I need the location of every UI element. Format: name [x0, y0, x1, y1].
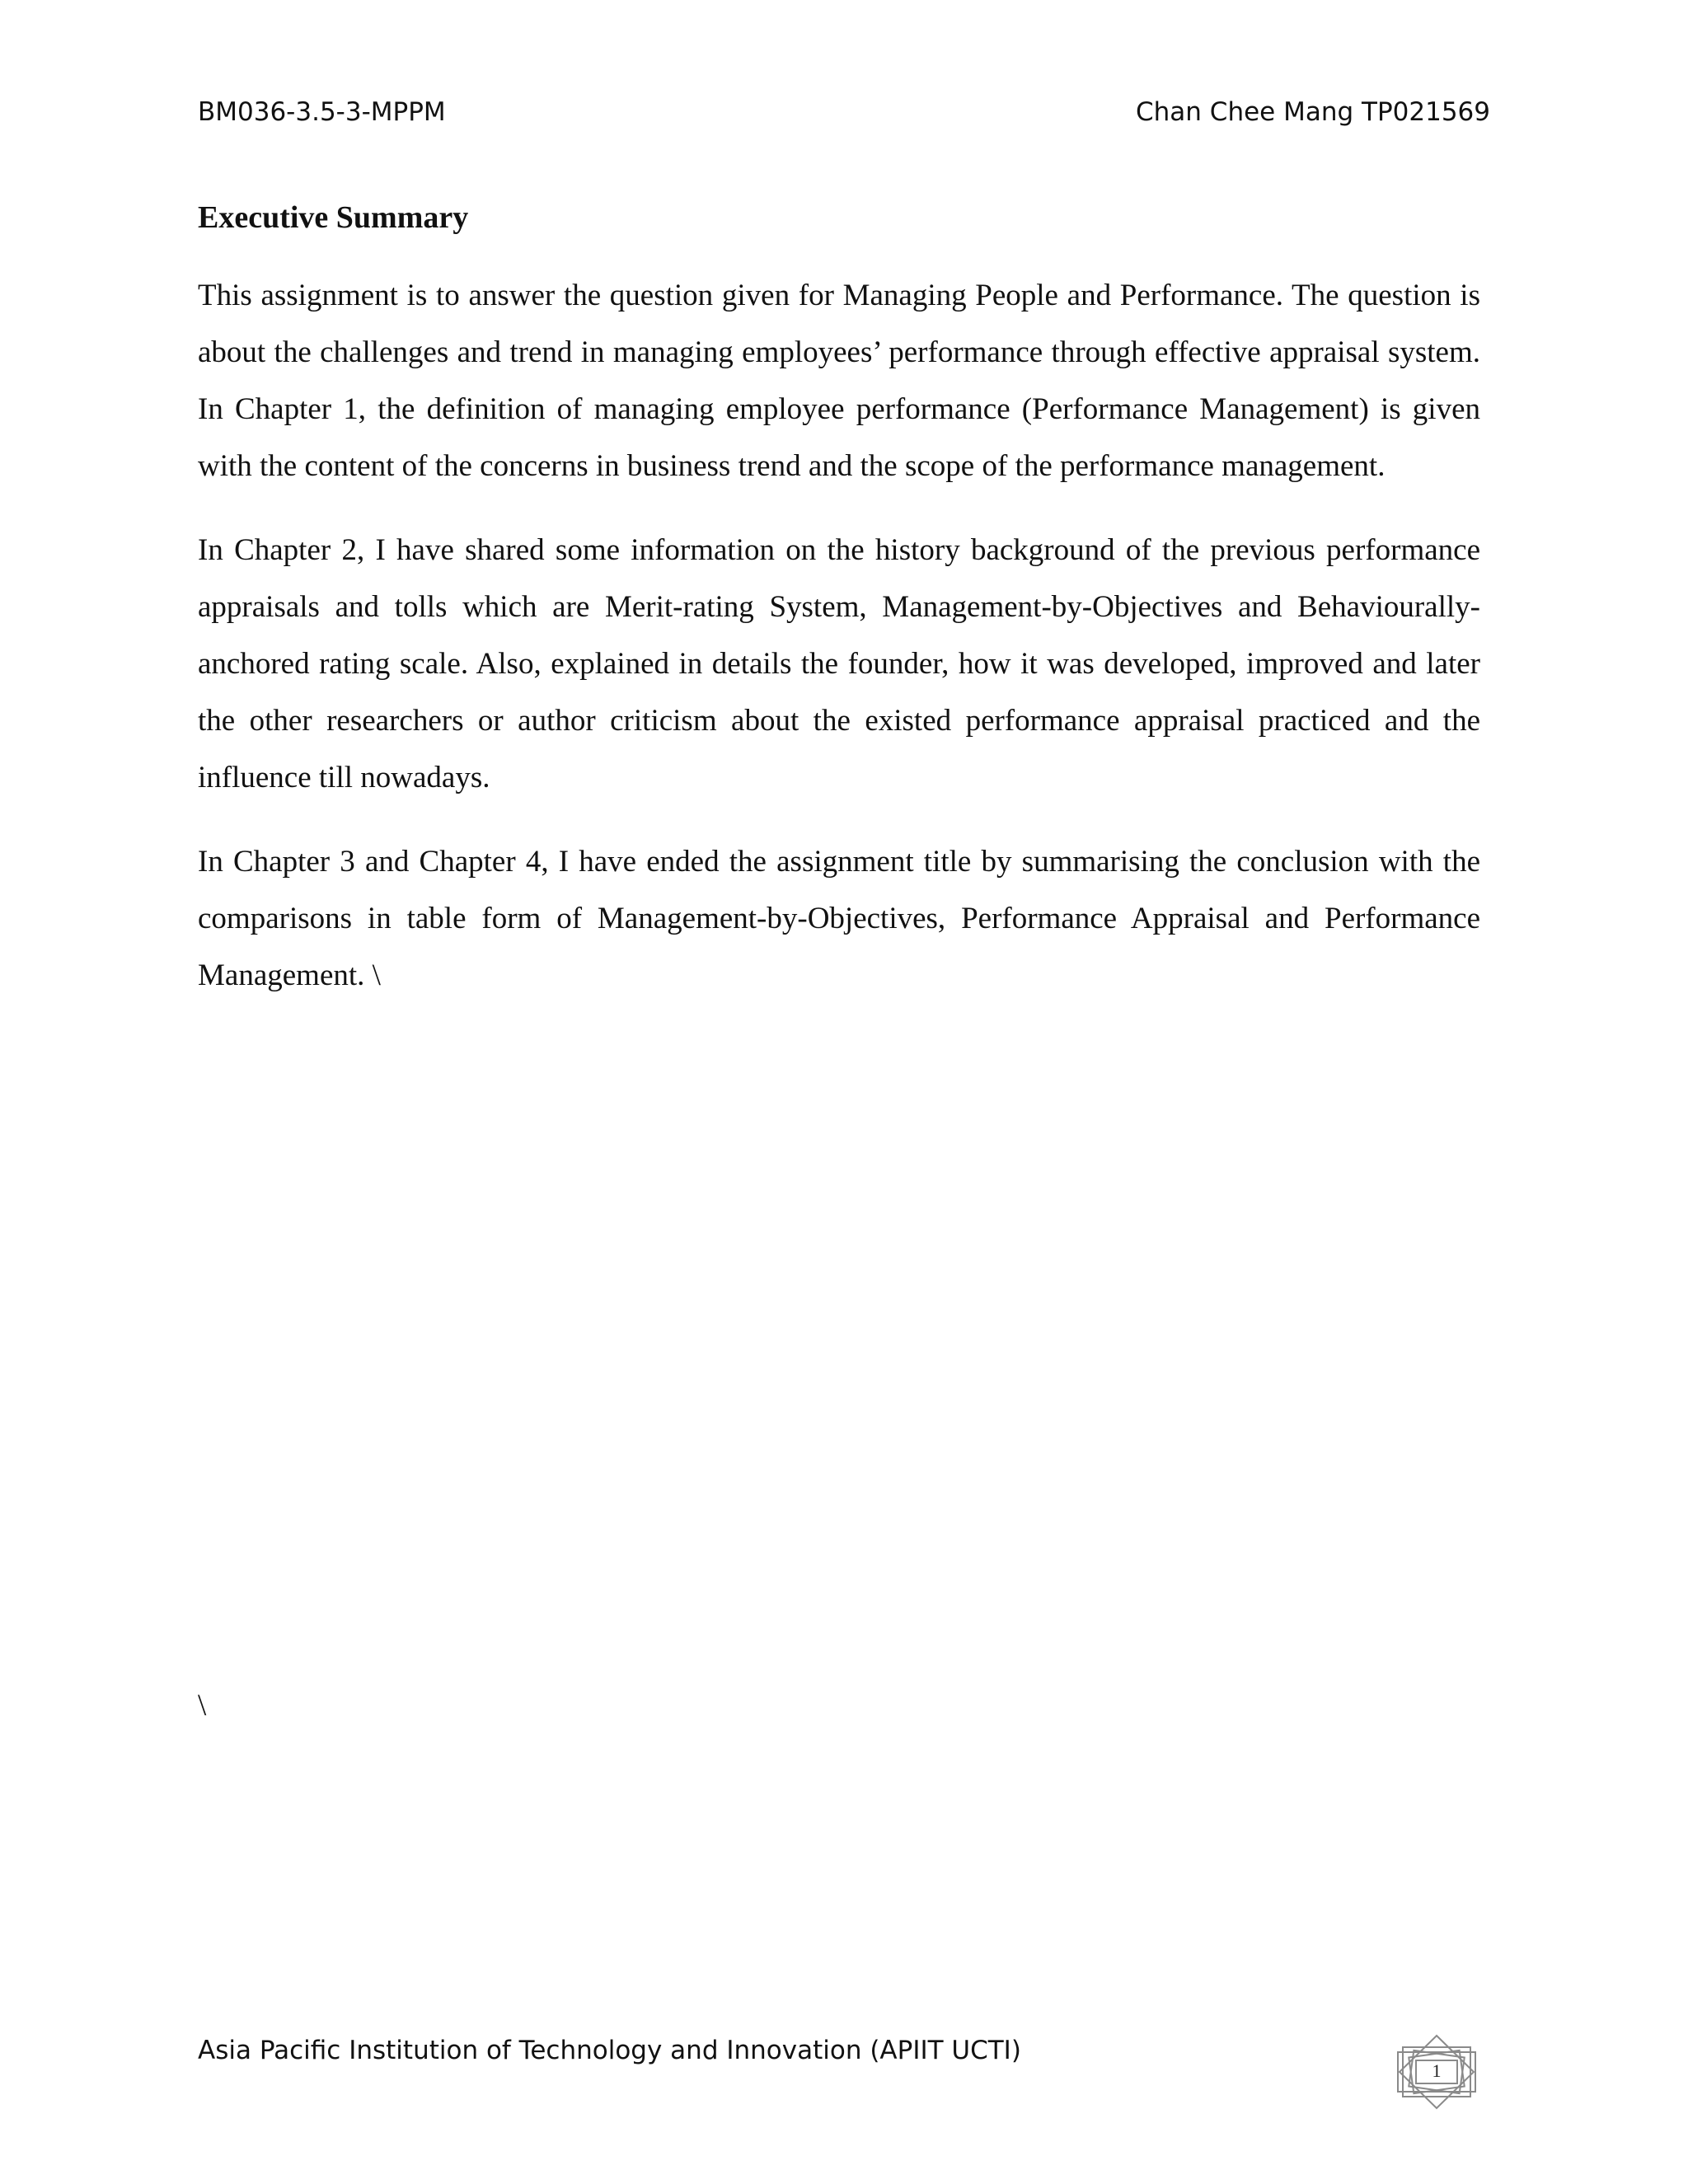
paragraph-2: In Chapter 2, I have shared some information on the history background of the previous performance appraisals and tolls which are Merit-rating System, Management-by-Objectives and Behaviourally-anchored rating scale. Also, explained in details the founder, how it was developed, improved and later the other researchers or author criticism about the existed performance appraisal practiced and the influence till nowadays. — [198, 533, 1480, 794]
document-body — [198, 191, 1480, 1031]
page-number: 1 — [1432, 2060, 1442, 2081]
author-name: Chan Chee Mang TP021569 — [1136, 97, 1490, 127]
page-number-badge — [1391, 2032, 1482, 2111]
section-title: Executive Summary — [198, 200, 469, 235]
course-code: BM036-3.5-3-MPPM — [198, 97, 446, 127]
footer-institution: Asia Pacific Institution of Technology and Innovation (APIIT UCTI) — [198, 2036, 1021, 2065]
paragraph-1: This assignment is to answer the question given for Managing People and Performance. The question is about the challenges and trend in managing employees’ performance through effective appraisal system. In Chapter 1, the definition of managing employee performance (Performance Management) is given with the content of the concerns in business trend and the scope of the performance management. — [198, 279, 1480, 483]
stray-backslash: \ — [198, 1689, 207, 1722]
page-header — [198, 97, 1490, 137]
paragraph-3: In Chapter 3 and Chapter 4, I have ended the assignment title by summarising the conclusion with the comparisons in table form of Management-by-Objectives, Performance Appraisal and Performance Management. \ — [198, 845, 1480, 992]
